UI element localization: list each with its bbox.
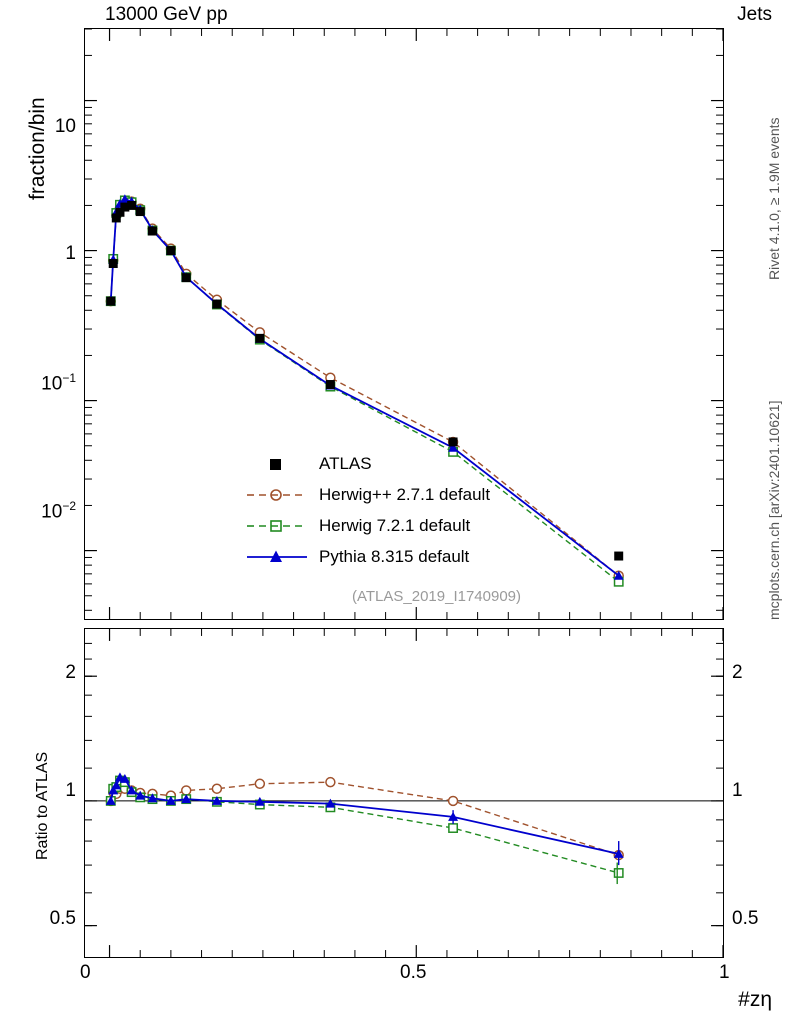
header-category: Jets bbox=[737, 4, 772, 25]
main-ytick-1e-2: $10^{-2}$ bbox=[41, 499, 76, 523]
ratio-ytick-2-right: 2 bbox=[732, 662, 743, 683]
ratio-ytick-1-left: 1 bbox=[65, 780, 76, 801]
x-axis-label: #zη bbox=[738, 988, 772, 1011]
legend bbox=[245, 448, 490, 572]
main-ytick-1: 1 bbox=[65, 243, 76, 264]
legend-label-herwigpp: Herwig++ 2.7.1 default bbox=[319, 484, 491, 504]
main-y-axis-label: fraction/bin bbox=[26, 97, 49, 200]
legend-item-herwig7[interactable] bbox=[245, 510, 490, 541]
credit-rivet: Rivet 4.1.0, ≥ 1.9M events bbox=[766, 117, 782, 280]
credit-mcplots: mcplots.cern.ch [arXiv:2401.10621] bbox=[766, 400, 782, 620]
legend-label-herwig7: Herwig 7.2.1 default bbox=[319, 515, 471, 535]
legend-key-herwigpp bbox=[245, 485, 309, 505]
ratio-plot-panel bbox=[84, 628, 724, 958]
ratio-plot-svg bbox=[85, 629, 723, 957]
main-ytick-10: 10 bbox=[54, 116, 76, 137]
legend-label-atlas: ATLAS bbox=[319, 453, 372, 473]
ratio-ytick-05-right: 0.5 bbox=[732, 908, 759, 929]
ratio-ytick-1-right: 1 bbox=[732, 780, 743, 801]
legend-item-atlas[interactable] bbox=[245, 448, 490, 479]
xtick-0: 0 bbox=[80, 962, 91, 983]
ratio-ytick-05-left: 0.5 bbox=[49, 908, 76, 929]
legend-key-pythia bbox=[245, 547, 309, 567]
xtick-05: 0.5 bbox=[400, 962, 427, 983]
legend-item-pythia[interactable] bbox=[245, 541, 490, 572]
legend-item-herwigpp[interactable] bbox=[245, 479, 490, 510]
main-ytick-1e-1: $10^{-1}$ bbox=[41, 371, 76, 395]
legend-key-atlas bbox=[245, 454, 309, 474]
xtick-1: 1 bbox=[719, 962, 730, 983]
legend-key-herwig7 bbox=[245, 516, 309, 536]
header-beam-info: 13000 GeV pp bbox=[105, 4, 228, 25]
legend-label-pythia: Pythia 8.315 default bbox=[319, 546, 470, 566]
ratio-y-axis-label: Ratio to ATLAS bbox=[34, 751, 51, 860]
analysis-watermark: (ATLAS_2019_I1740909) bbox=[352, 588, 522, 605]
ratio-ytick-2-left: 2 bbox=[65, 662, 76, 683]
